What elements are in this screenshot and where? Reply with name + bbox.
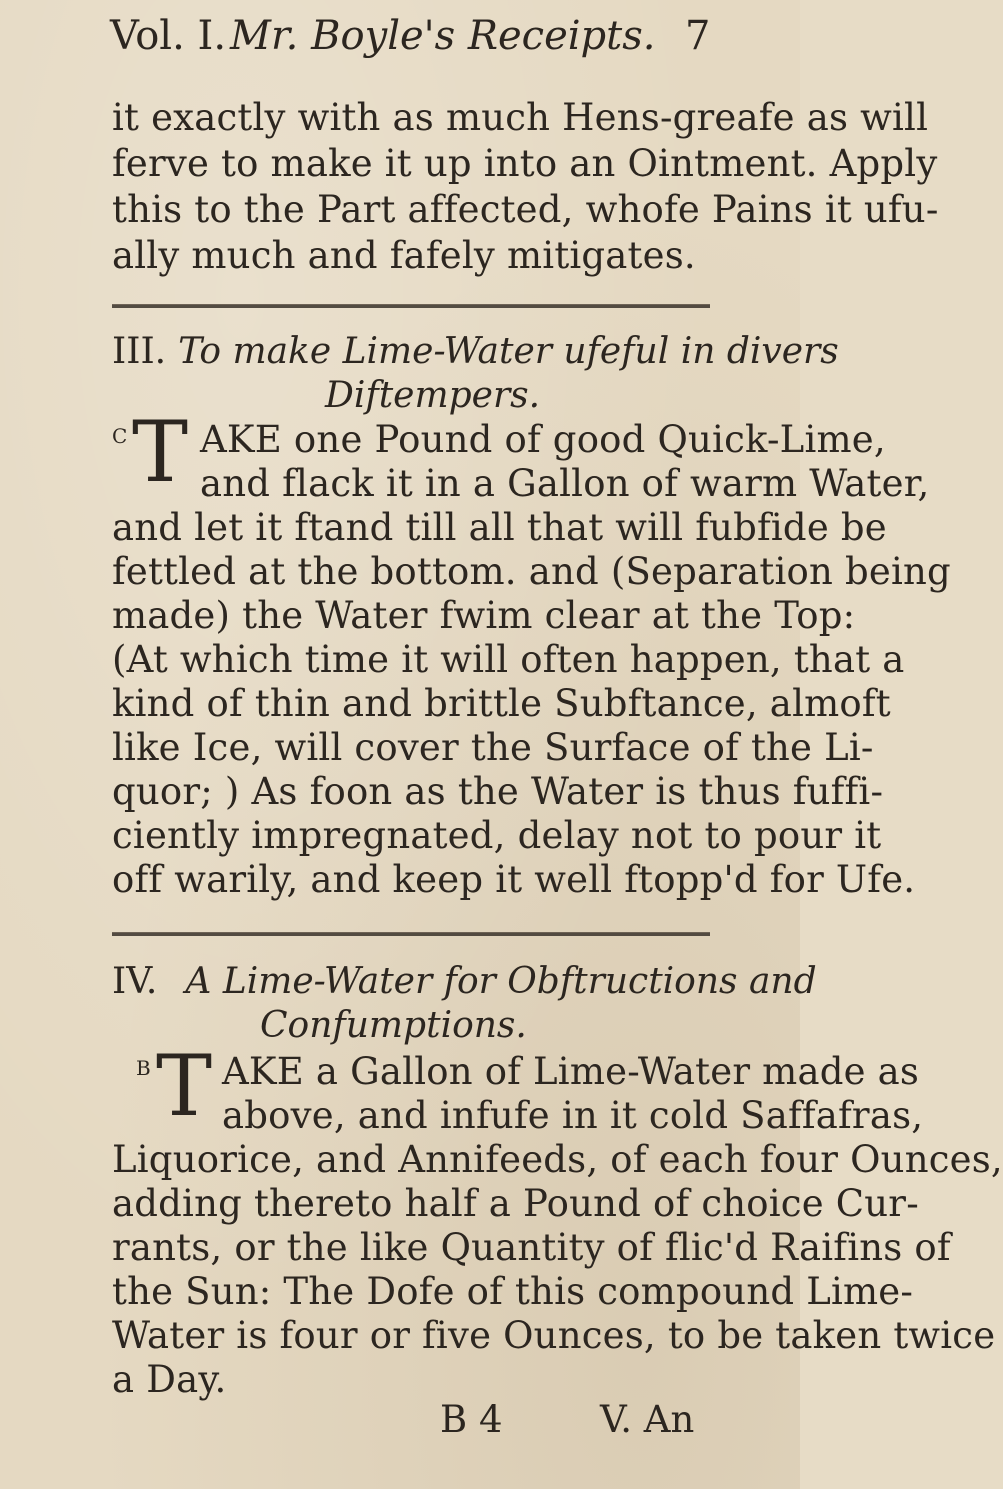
paragraph-line: AKE one Pound of good Quick-Lime, <box>200 418 886 461</box>
page-number: 7 <box>685 13 711 59</box>
drop-cap: T <box>156 1037 213 1135</box>
running-title: Mr. Boyle's Receipts. <box>230 13 656 59</box>
paragraph-line: adding thereto half a Pound of choice Cur- <box>112 1182 919 1225</box>
section-title: A Lime-Water for Obftructions and <box>185 961 817 1002</box>
section-heading <box>112 330 839 374</box>
paragraph-line: made) the Water fwim clear at the Top: <box>112 594 856 637</box>
paragraph-line: a Day. <box>112 1358 227 1401</box>
paragraph-line: above, and infufe in it cold Saffafras, <box>222 1094 924 1137</box>
paragraph-line: like Ice, will cover the Surface of the Li- <box>112 726 874 769</box>
section-heading <box>112 960 817 1004</box>
paragraph-line: (At which time it will often happen, that a <box>112 638 905 681</box>
paragraph-line: kind of thin and brittle Subftance, almoft <box>112 682 891 725</box>
paragraph-line: Liquorice, and Annifeeds, of each four Ounces, <box>112 1138 1003 1181</box>
lead-letter: B <box>136 1056 151 1080</box>
paragraph-line: fettled at the bottom. and (Separation being <box>112 550 951 593</box>
paragraph-line: rants, or the like Quantity of flic'd Raifins of <box>112 1226 951 1269</box>
section-number: IV. <box>112 961 158 1002</box>
running-header <box>110 6 720 66</box>
volume-label: Vol. I. <box>110 13 227 59</box>
lead-letter: C <box>112 424 128 448</box>
paragraph-line: off warily, and keep it well ftopp'd for Ufe. <box>112 858 916 901</box>
section-title-cont: Diftempers. <box>325 375 541 416</box>
section-divider <box>112 304 710 308</box>
intro-line: this to the Part affected, whofe Pains it ufu- <box>112 188 939 231</box>
paragraph-line: and let it ftand till all that will fubfide be <box>112 506 887 549</box>
paragraph-line: and flack it in a Gallon of warm Water, <box>200 462 930 505</box>
intro-line: ally much and fafely mitigates. <box>112 234 696 277</box>
drop-cap: T <box>132 403 189 501</box>
paragraph-line: ciently impregnated, delay not to pour it <box>112 814 882 857</box>
section-title: To make Lime-Water ufeful in divers <box>178 331 839 372</box>
paragraph-line: the Sun: The Dofe of this compound Lime- <box>112 1270 914 1313</box>
section-number: III. <box>112 331 167 372</box>
section-title-cont: Confumptions. <box>260 1005 527 1046</box>
intro-line: it exactly with as much Hens-greafe as will <box>112 96 929 139</box>
catchword: V. An <box>600 1398 695 1441</box>
paragraph-line: quor; ) As foon as the Water is thus fuffi- <box>112 770 884 813</box>
paragraph-line: AKE a Gallon of Lime-Water made as <box>222 1050 920 1093</box>
intro-line: ferve to make it up into an Ointment. Apply <box>112 142 938 185</box>
paragraph-line: Water is four or five Ounces, to be taken twice <box>112 1314 996 1357</box>
section-divider <box>112 932 710 936</box>
signature-mark: B 4 <box>440 1398 503 1441</box>
